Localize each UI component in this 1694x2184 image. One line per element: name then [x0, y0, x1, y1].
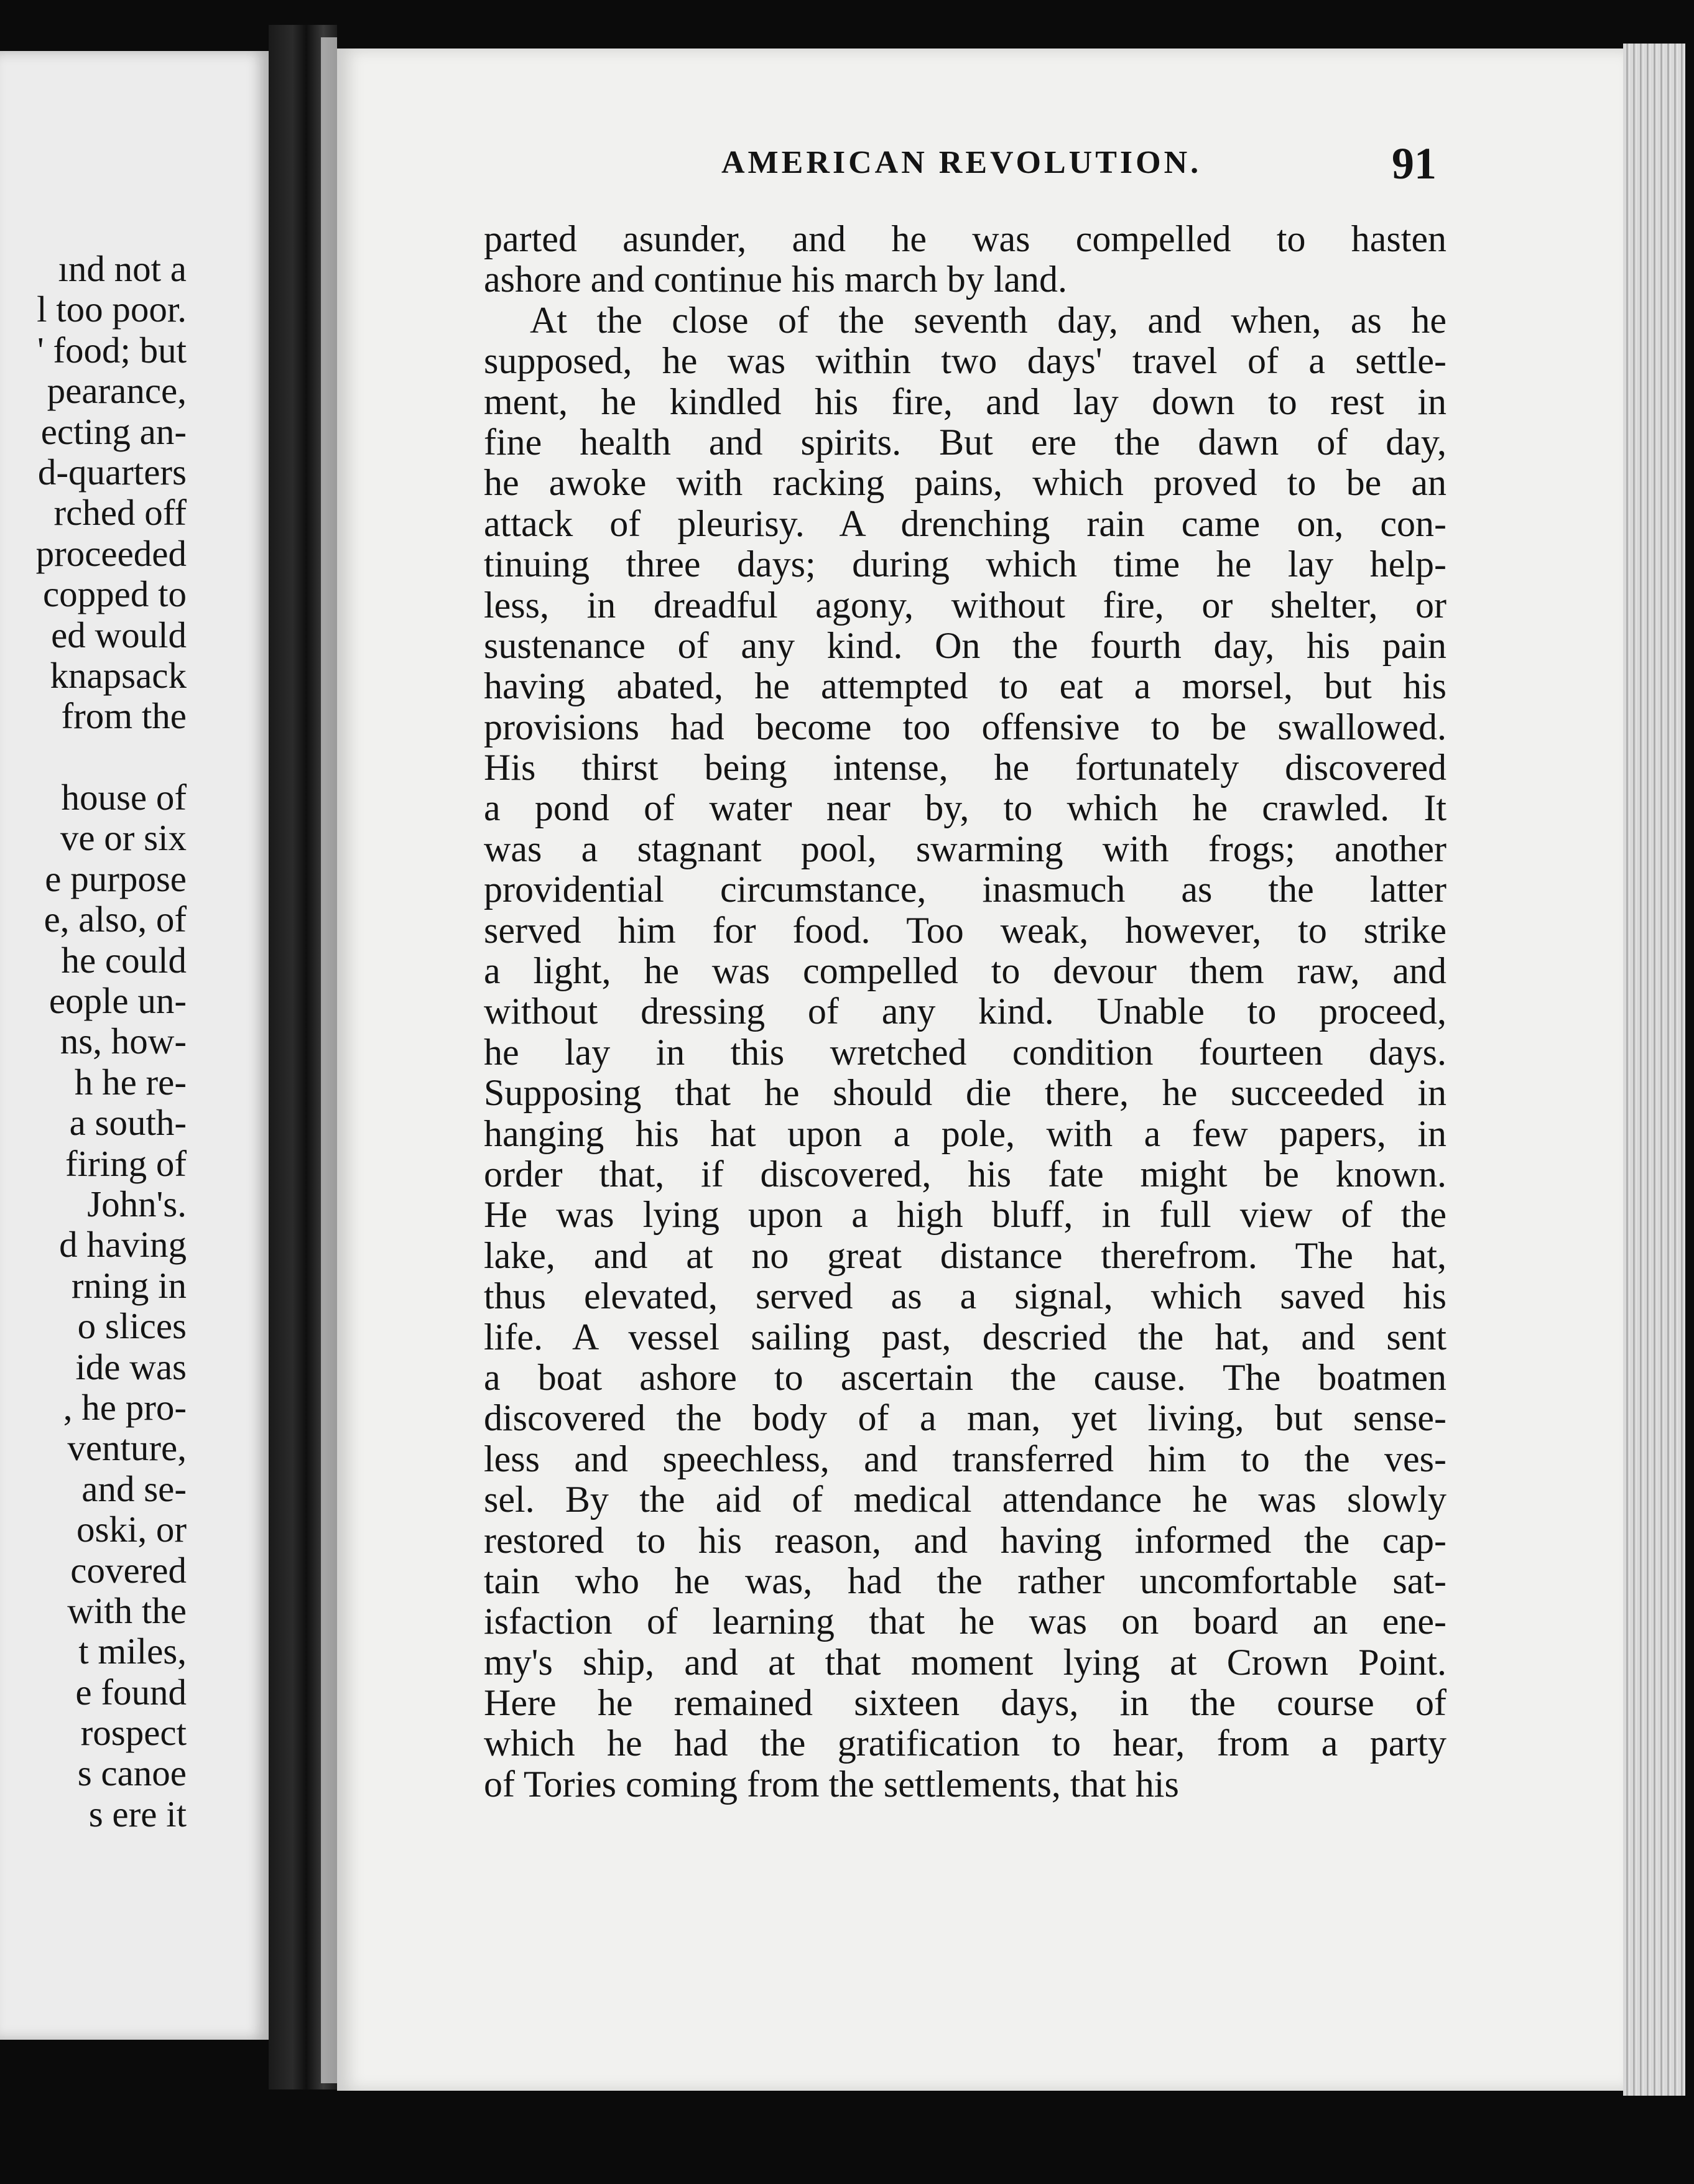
text-line: having abated, he attempted to eat a morsel, but his — [484, 665, 1446, 707]
text-line: a boat ashore to ascertain the cause. The boatmen — [484, 1356, 1446, 1398]
text-line: ashore and continue his march by land. — [484, 259, 1068, 300]
left-page-line: s canoe — [77, 1752, 187, 1794]
text-line: of Tories coming from the settlements, that his — [484, 1763, 1179, 1805]
text-line: without dressing of any kind. Unable to proceed, — [484, 991, 1446, 1032]
text-line: less, in dreadful agony, without fire, or shelter, or — [484, 584, 1446, 626]
left-page-line: with the — [67, 1589, 187, 1631]
text-line: restored to his reason, and having informed the cap- — [484, 1519, 1446, 1561]
left-page-line: ' food; but — [37, 329, 187, 371]
text-line: sel. By the aid of medical attendance he was slowly — [484, 1479, 1446, 1520]
text-line: thus elevated, served as a signal, which saved his — [484, 1275, 1446, 1317]
text-line: At the close of the seventh day, and when, as he — [530, 299, 1446, 341]
left-page-line: o slices — [77, 1305, 187, 1347]
text-line: discovered the body of a man, yet living, but sense- — [484, 1397, 1446, 1439]
text-line: a pond of water near by, to which he crawled. It — [484, 787, 1446, 829]
left-page-line: e purpose — [45, 858, 187, 899]
text-line: life. A vessel sailing past, descried the hat, and sent — [484, 1316, 1446, 1358]
left-page-line: proceeded — [35, 532, 187, 574]
text-line: ment, he kindled his fire, and lay down to rest in — [484, 381, 1446, 422]
text-line: he lay in this wretched condition fourteen days. — [484, 1031, 1446, 1073]
left-page-line: covered — [70, 1549, 187, 1591]
text-line: tinuing three days; during which time he lay help- — [484, 544, 1446, 585]
text-line: isfaction of learning that he was on board an ene- — [484, 1601, 1446, 1642]
left-page-line: knapsack — [50, 654, 187, 696]
gutter-edge — [321, 37, 337, 2083]
text-line: providential circumstance, inasmuch as the latter — [484, 869, 1446, 910]
left-page-line: t miles, — [78, 1631, 187, 1672]
text-line: he awoke with racking pains, which proved to be an — [484, 462, 1446, 504]
left-page-line: from the — [61, 695, 187, 737]
left-page-line: pearance, — [47, 370, 187, 412]
text-line: was a stagnant pool, swarming with frogs; another — [484, 828, 1446, 869]
left-page-line — [36, 737, 187, 777]
left-page-line: ed would — [51, 614, 187, 655]
text-line: His thirst being intense, he fortunately discovered — [484, 747, 1446, 789]
page-number: 91 — [1392, 139, 1437, 188]
text-line: Here he remained sixteen days, in the course of — [484, 1682, 1446, 1724]
left-page-line: a south- — [69, 1102, 187, 1144]
left-page-line: rched off — [53, 492, 187, 534]
left-page-line: John's. — [87, 1183, 187, 1224]
text-line: parted asunder, and he was compelled to hasten — [484, 218, 1446, 259]
text-line: order that, if discovered, his fate might be known. — [484, 1153, 1446, 1195]
text-line: hanging his hat upon a pole, with a few papers, in — [484, 1113, 1446, 1154]
left-page-line: rospect — [80, 1712, 187, 1754]
text-line: sustenance of any kind. On the fourth day, his pain — [484, 624, 1446, 666]
left-page-line: oski, or — [76, 1509, 187, 1550]
text-line: less and speechless, and transferred him to the ves- — [484, 1438, 1446, 1479]
left-page-line: rning in — [71, 1264, 187, 1306]
text-line: fine health and spirits. But ere the dawn of day, — [484, 421, 1446, 463]
left-page-line: house of — [61, 777, 187, 818]
left-page-line: e found — [75, 1671, 187, 1713]
text-line: my's ship, and at that moment lying at Crown Point. — [484, 1641, 1446, 1683]
text-line: tain who he was, had the rather uncomfortable sat- — [484, 1560, 1446, 1601]
left-page-line: he could — [61, 939, 187, 981]
left-page-line: ınd not a — [58, 248, 187, 289]
left-page-line: eople un- — [49, 980, 187, 1022]
running-title: AMERICAN REVOLUTION. — [721, 145, 1202, 180]
text-line: He was lying upon a high bluff, in full view of the — [484, 1194, 1446, 1236]
left-page-line: ns, how- — [60, 1020, 187, 1062]
left-page-line: ve or six — [60, 817, 187, 859]
text-line: served him for food. Too weak, however, to strike — [484, 909, 1446, 951]
left-page-line: d having — [59, 1224, 187, 1266]
left-page-line: s ere it — [88, 1793, 187, 1835]
left-page-text-fragments — [36, 249, 187, 1835]
left-page-line: l too poor. — [37, 289, 187, 330]
text-line: which he had the gratification to hear, from a party — [484, 1723, 1446, 1764]
left-page-line: h he re- — [74, 1061, 187, 1103]
body-text — [484, 219, 1446, 1805]
left-page-line: d-quarters — [37, 451, 187, 493]
left-page-line: firing of — [65, 1142, 187, 1184]
left-page-line: copped to — [42, 573, 187, 615]
text-line: a light, he was compelled to devour them raw, and — [484, 950, 1446, 992]
page-edges — [1623, 44, 1685, 2096]
left-page-line: ide was — [75, 1346, 187, 1387]
text-line: attack of pleurisy. A drenching rain came on, con- — [484, 502, 1446, 544]
text-line: supposed, he was within two days' travel of a settle- — [484, 340, 1446, 382]
left-page — [0, 51, 269, 2040]
left-page-line: venture, — [67, 1427, 187, 1469]
left-page-line: and se- — [81, 1468, 187, 1509]
left-page-line: ecting an- — [40, 410, 187, 452]
text-line: Supposing that he should die there, he succeeded in — [484, 1072, 1446, 1114]
text-line: lake, and at no great distance therefrom. The hat, — [484, 1234, 1446, 1276]
text-line: provisions had become too offensive to be swallowed. — [484, 706, 1446, 747]
left-page-line: , he pro- — [63, 1386, 187, 1428]
left-page-line: e, also, of — [44, 899, 187, 940]
